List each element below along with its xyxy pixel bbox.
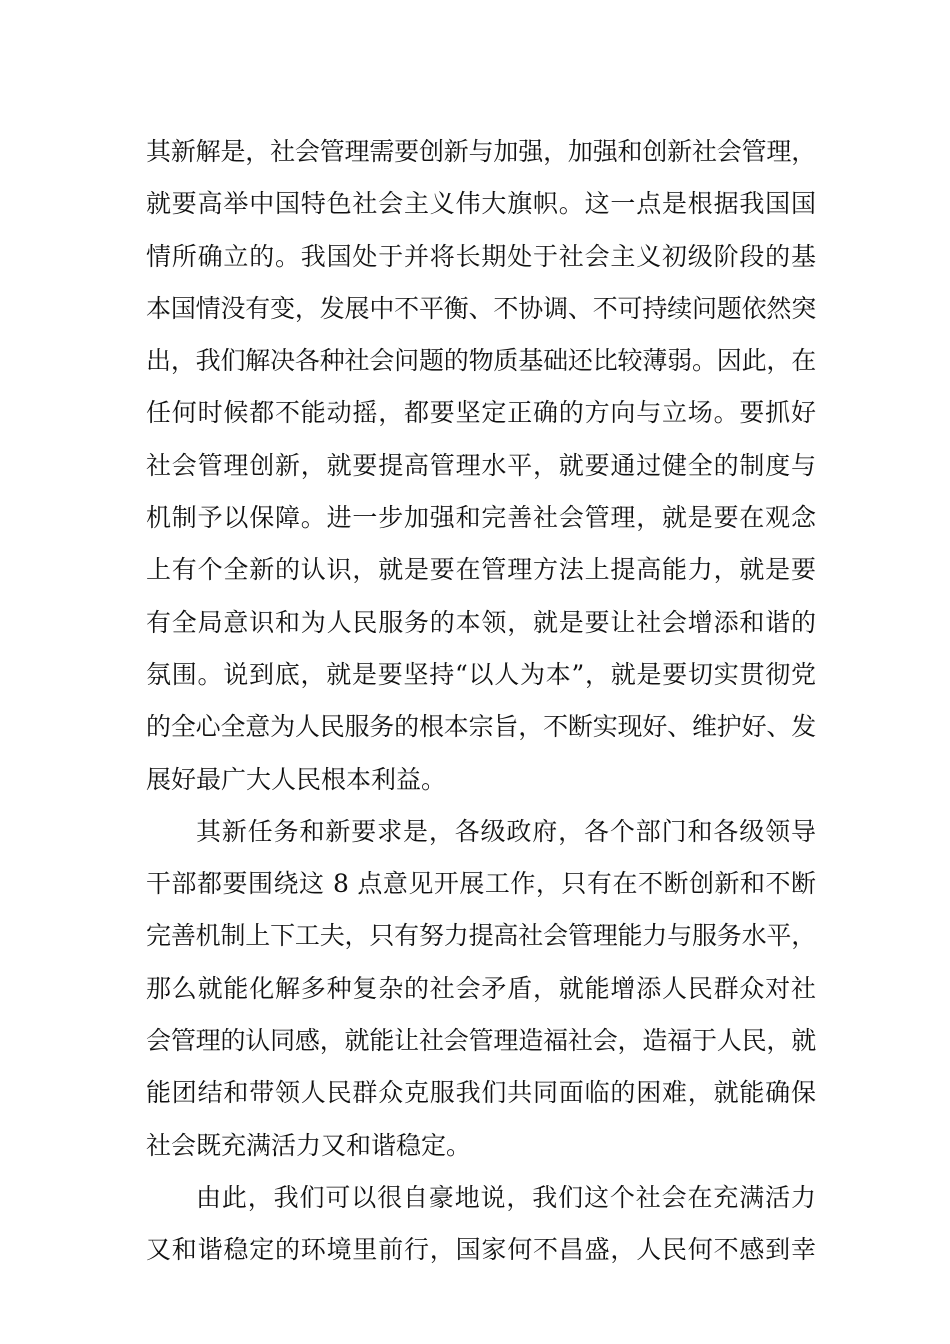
text-line: 氛围。说到底，就是要坚持“以人为本”，就是要切实贯彻党 bbox=[146, 659, 816, 689]
text-line: 有全局意识和为人民服务的本领，就是要让社会增添和谐的 bbox=[146, 607, 816, 637]
text-line: 其新解是，社会管理需要创新与加强，加强和创新社会管理， bbox=[146, 137, 816, 166]
text-line: 任何时候都不能动摇，都要坚定正确的方向与立场。要抓好 bbox=[146, 398, 816, 428]
paragraph-first-line: 其新任务和新要求是，各级政府，各个部门和各级领导 bbox=[196, 816, 816, 846]
paragraph-first-line: 由此，我们可以很自豪地说，我们这个社会在充满活力 bbox=[196, 1182, 816, 1212]
text-line: 情所确立的。我国处于并将长期处于社会主义初级阶段的基 bbox=[146, 241, 816, 271]
text-line: 本国情没有变，发展中不平衡、不协调、不可持续问题依然突 bbox=[146, 293, 816, 323]
text-line: 上有个全新的认识，就是要在管理方法上提高能力，就是要 bbox=[146, 555, 816, 585]
paragraph-end-line: 展好最广大人民根本利益。 bbox=[146, 764, 447, 794]
text-line: 会管理的认同感，就能让社会管理造福社会，造福于人民，就 bbox=[146, 1026, 816, 1056]
text-line: 干部都要围绕这 8 点意见开展工作，只有在不断创新和不断 bbox=[146, 869, 816, 899]
text-line: 就要高举中国特色社会主义伟大旗帜。这一点是根据我国国 bbox=[146, 189, 816, 219]
paragraph-end-line: 社会既充满活力又和谐稳定。 bbox=[146, 1130, 472, 1160]
text-line: 那么就能化解多种复杂的社会矛盾，就能增添人民群众对社 bbox=[146, 973, 816, 1003]
text-line: 的全心全意为人民服务的根本宗旨，不断实现好、维护好、发 bbox=[146, 712, 816, 742]
text-line: 又和谐稳定的环境里前行，国家何不昌盛，人民何不感到幸 bbox=[146, 1235, 816, 1265]
text-line: 完善机制上下工夫，只有努力提高社会管理能力与服务水平， bbox=[146, 921, 816, 951]
body-text bbox=[146, 126, 816, 1277]
text-line: 社会管理创新，就要提高管理水平，就要通过健全的制度与 bbox=[146, 450, 816, 480]
text-line: 机制予以保障。进一步加强和完善社会管理，就是要在观念 bbox=[146, 503, 816, 533]
text-line: 出，我们解决各种社会问题的物质基础还比较薄弱。因此，在 bbox=[146, 346, 816, 376]
text-line: 能团结和带领人民群众克服我们共同面临的困难，就能确保 bbox=[146, 1078, 816, 1108]
